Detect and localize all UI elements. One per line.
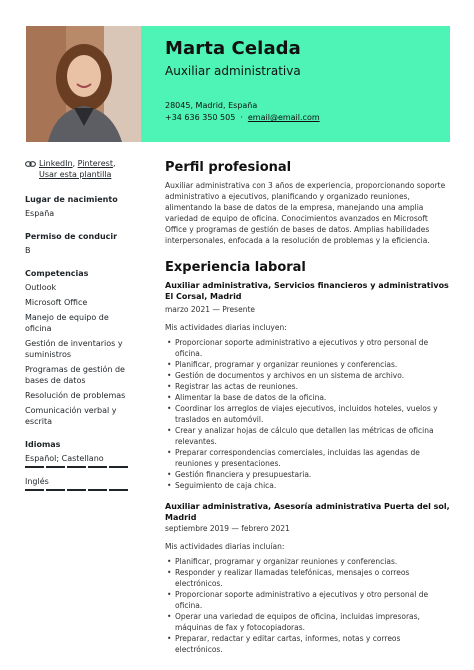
link-separator: , xyxy=(112,159,116,168)
level-bar xyxy=(25,466,44,468)
languages-label: Idiomas xyxy=(25,440,61,449)
list-item: • Preparar, redactar y editar cartas, informes, notas y correos electrónicos. xyxy=(165,633,450,655)
link-icon xyxy=(25,160,36,168)
skill-item: Gestión de inventarios y suministros xyxy=(25,339,123,359)
list-item: • Planificar, programar y organizar reuniones y conferencias. xyxy=(165,359,450,370)
list-item: • Gestión de documentos y archivos en un sistema de archivo. xyxy=(165,370,450,381)
language-name: Inglés xyxy=(25,477,49,486)
list-item: • Registrar las actas de reuniones. xyxy=(165,381,450,392)
address: 28045, Madrid, España xyxy=(165,101,258,110)
language-level-bars xyxy=(25,466,133,468)
job-entry-intro: Mis actividades diarias incluían: xyxy=(165,542,285,551)
sidebar xyxy=(25,158,133,499)
level-bar xyxy=(109,489,128,491)
list-item: • Responder y realizar llamadas telefónicas, mensajes o correos electrónicos. xyxy=(165,567,450,589)
job-entry-dates: marzo 2021 — Presente xyxy=(165,305,256,314)
level-bar xyxy=(46,489,65,491)
profile-heading: Perfil profesional xyxy=(165,160,292,175)
level-bar xyxy=(88,466,107,468)
contact-line xyxy=(165,113,320,122)
list-item: • Seguimiento de caja chica. xyxy=(165,480,450,491)
email-link[interactable]: email@email.com xyxy=(247,113,320,122)
profile-photo xyxy=(26,26,141,142)
list-item: • Proporcionar soporte administrativo a ejecutivos y otro personal de oficina. xyxy=(165,337,450,359)
skill-item: Manejo de equipo de oficina xyxy=(25,313,109,333)
birthplace-label: Lugar de nacimiento xyxy=(25,195,118,204)
list-item: • Operar una variedad de equipos de oficina, incluidas impresoras, máquinas de fax y fotocopiadoras. xyxy=(165,611,450,633)
pinterest-link[interactable]: Pinterest xyxy=(77,159,113,168)
job-entry-title: Auxiliar administrativa, Asesoría administrativa Puerta del sol, Madrid xyxy=(165,502,450,522)
profile-text: Auxiliar administrativa con 3 años de experiencia, proporcionando soporte administrativo a ejecutivos, planificando y organizado reuniones, alimentando la base de datos de la empresa, manejando una amplia variedad de equipo de oficina. Conocimientos avanzados en Microsoft Office y programas de gestión de bases de datos. Amplias habilidades interpersonales, enfocada a la resolución de problemas y la eficiencia. xyxy=(165,181,446,245)
job-entry-dates: septiembre 2019 — febrero 2021 xyxy=(165,524,290,533)
list-item: • Proporcionar soporte administrativo a ejecutivos y otro personal de oficina. xyxy=(165,589,450,611)
job-title: Auxiliar administrativa xyxy=(165,64,301,78)
level-bar xyxy=(88,489,107,491)
link-separator: , xyxy=(72,159,76,168)
main-content xyxy=(165,160,450,655)
job-entry xyxy=(165,280,450,491)
language-name: Español; Castellano xyxy=(25,454,104,463)
contact-separator: · xyxy=(240,113,243,122)
list-item: • Crear y analizar hojas de cálculo que detallen las métricas de oficina relevantes. xyxy=(165,425,450,447)
list-item: • Planificar, programar y organizar reuniones y conferencias. xyxy=(165,556,450,567)
level-bar xyxy=(25,489,44,491)
links-row xyxy=(25,158,133,180)
language-level-bars xyxy=(25,489,133,491)
experience-heading: Experiencia laboral xyxy=(165,260,306,275)
level-bar xyxy=(67,489,86,491)
skills-label: Competencias xyxy=(25,269,89,278)
phone: +34 636 350 505 xyxy=(165,113,236,122)
list-item: • Coordinar los arreglos de viajes ejecutivos, incluidos hoteles, vuelos y traslados en automóvil. xyxy=(165,403,450,425)
list-item: • Alimentar la base de datos de la oficina. xyxy=(165,392,450,403)
linkedin-link[interactable]: LinkedIn xyxy=(39,159,73,168)
job-entry xyxy=(165,501,450,655)
candidate-name: Marta Celada xyxy=(165,38,301,59)
skill-item: Microsoft Office xyxy=(25,298,88,307)
skill-item: Outlook xyxy=(25,283,57,292)
skill-item: Programas de gestión de bases de datos xyxy=(25,365,125,385)
skill-item: Resolución de problemas xyxy=(25,391,126,400)
job-entry-intro: Mis actividades diarias incluyen: xyxy=(165,323,287,332)
level-bar xyxy=(46,466,65,468)
job-bullets xyxy=(165,556,450,655)
use-template-link[interactable]: Usar esta plantilla xyxy=(39,170,112,179)
job-entry-title: Auxiliar administrativa, Servicios financieros y administrativos El Corsal, Madrid xyxy=(165,281,449,301)
job-bullets xyxy=(165,337,450,491)
skill-item: Comunicación verbal y escrita xyxy=(25,406,117,426)
level-bar xyxy=(67,466,86,468)
license-value: B xyxy=(25,246,31,255)
list-item: • Gestión financiera y presupuestaria. xyxy=(165,469,450,480)
license-label: Permiso de conducir xyxy=(25,232,118,241)
birthplace-value: España xyxy=(25,209,55,218)
list-item: • Preparar correspondencias comerciales, incluidas las agendas de reuniones y presentaciones. xyxy=(165,447,450,469)
links-list xyxy=(39,158,116,180)
level-bar xyxy=(109,466,128,468)
